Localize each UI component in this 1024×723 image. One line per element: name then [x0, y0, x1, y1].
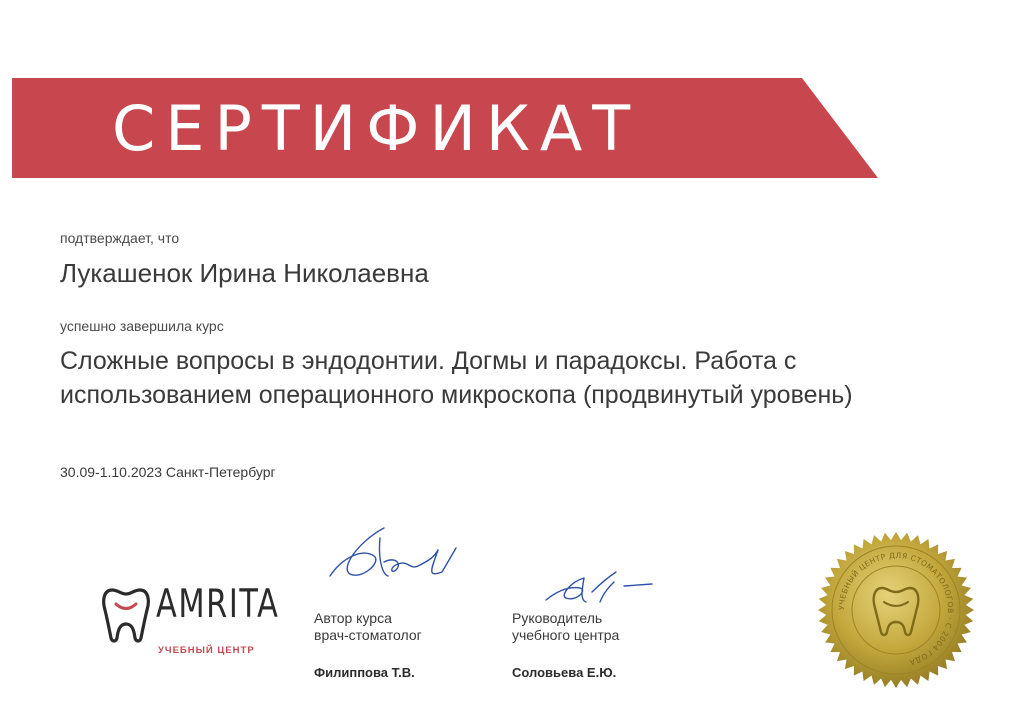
amrita-logo — [102, 580, 292, 660]
signature-name: Соловьева Е.Ю. — [512, 665, 617, 680]
signature-director — [540, 566, 660, 610]
gold-seal — [816, 530, 976, 690]
logo-subtitle: УЧЕБНЫЙ ЦЕНТР — [158, 645, 255, 656]
date-place: 30.09-1.10.2023 Санкт-Петербург — [60, 464, 276, 480]
confirms-label: подтверждает, что — [60, 230, 180, 246]
certificate-title: СЕРТИФИКАТ — [112, 92, 641, 165]
course-title — [60, 344, 980, 412]
signature-role-line-2: учебного центра — [512, 627, 620, 643]
seal-text: УЧЕБНЫЙ ЦЕНТР ДЛЯ СТОМАТОЛОГОВ · С 2004 ГОДА — [836, 550, 956, 668]
completed-label: успешно завершила курс — [60, 318, 224, 334]
signature-role-line-2: врач-стоматолог — [314, 627, 422, 643]
course-title-line-1: Сложные вопросы в эндодонтии. Догмы и парадоксы. Работа с — [60, 347, 797, 375]
logo-name: AMRITA — [156, 582, 280, 627]
signature-name: Филиппова Т.В. — [314, 665, 415, 680]
signature-block-author — [314, 610, 422, 681]
signature-block-director — [512, 610, 619, 681]
signature-author — [322, 518, 462, 590]
signature-role-line-1: Автор курса — [314, 610, 392, 626]
seal-graphic — [816, 530, 976, 690]
signature-role-line-1: Руководитель — [512, 610, 603, 626]
tooth-smile-icon — [102, 586, 152, 644]
recipient-name: Лукашенок Ирина Николаевна — [60, 258, 429, 288]
title-banner — [12, 78, 878, 180]
course-title-line-2: использованием операционного микроскопа (продвинутый уровень) — [60, 381, 853, 409]
